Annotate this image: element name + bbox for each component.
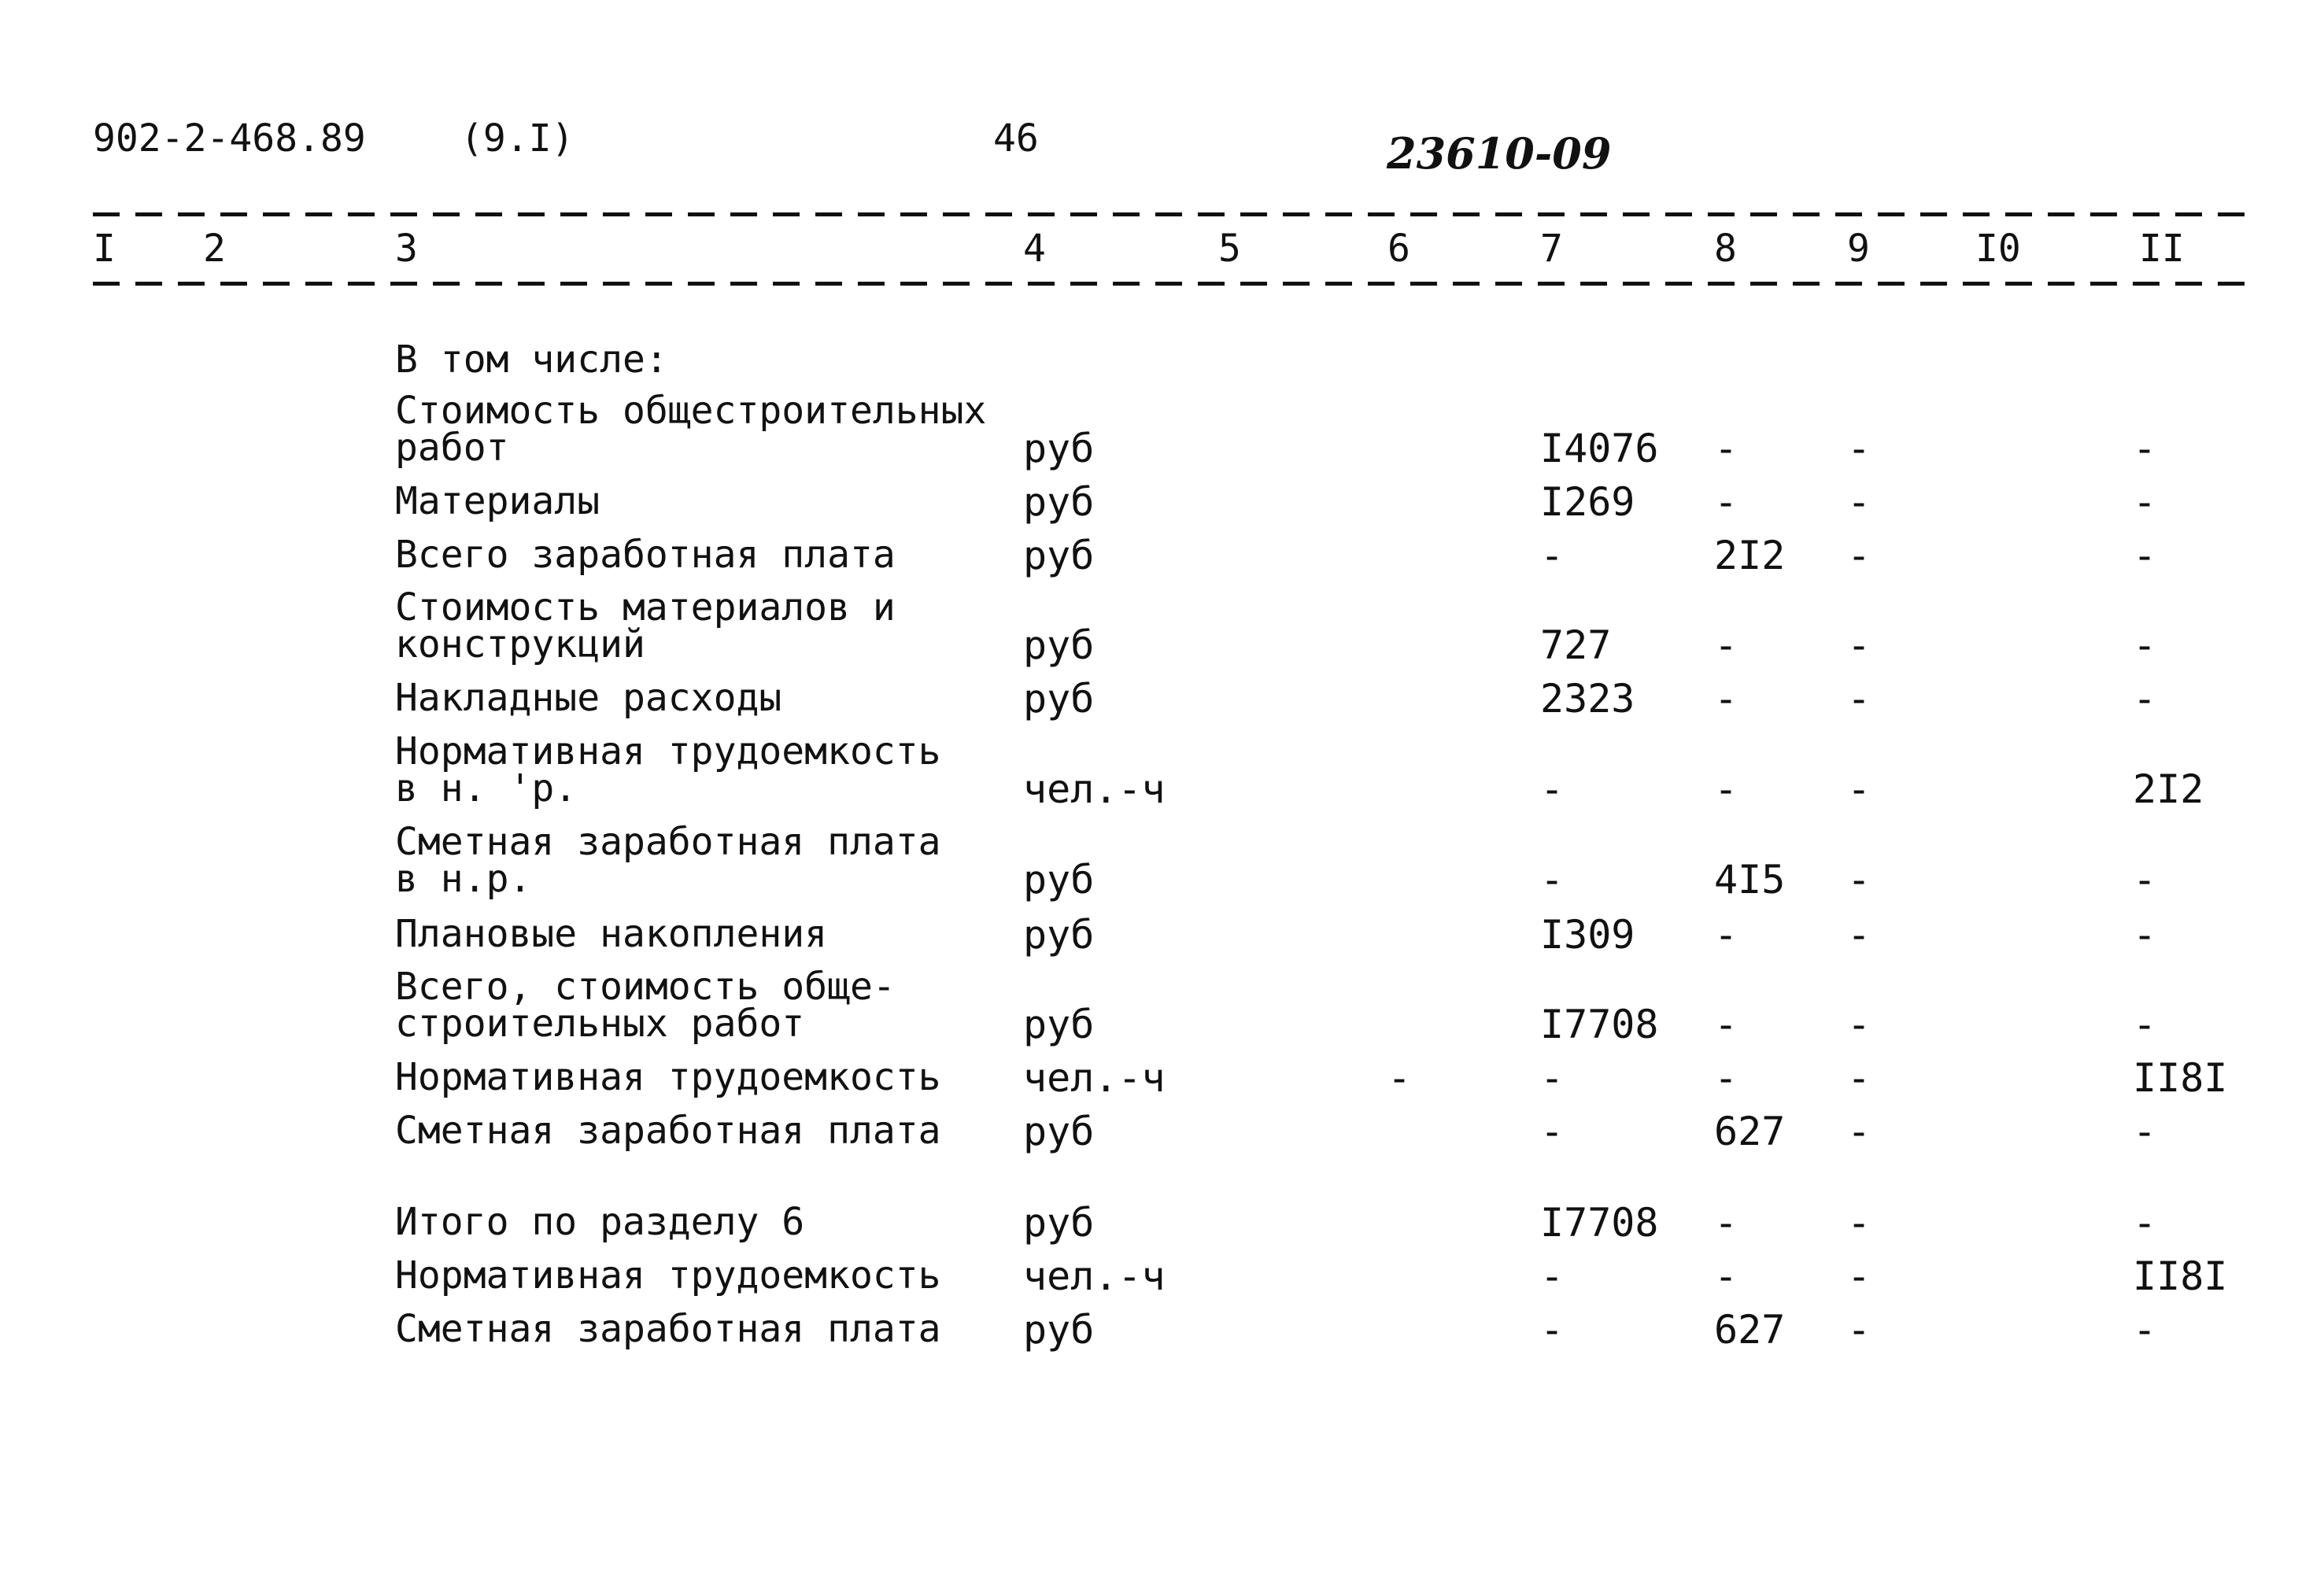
col8-cell: - xyxy=(1714,1200,1738,1246)
row-label: Сметная заработная плата xyxy=(395,1307,941,1351)
col11-cell: - xyxy=(2133,676,2157,722)
row-label: Нормативная трудоемкость xyxy=(395,1253,941,1298)
unit-cell: руб xyxy=(1023,912,1095,958)
col11-cell: - xyxy=(2133,622,2157,668)
unit-cell: руб xyxy=(1023,676,1095,722)
col6-cell: - xyxy=(1387,1055,1412,1101)
row-label: Сметная заработная плата xyxy=(395,1109,941,1153)
col7-cell: - xyxy=(1540,766,1565,812)
row-label: в н.р. xyxy=(395,857,532,901)
column-header-3: 3 xyxy=(395,227,418,271)
unit-cell: руб xyxy=(1023,1200,1095,1246)
column-header-2: 2 xyxy=(203,227,226,271)
col11-cell: - xyxy=(2133,1002,2157,1047)
col9-cell: - xyxy=(1847,1002,1871,1047)
col9-cell: - xyxy=(1847,1307,1871,1353)
row-label: в н. 'р. xyxy=(395,766,578,810)
col8-cell: 627 xyxy=(1714,1307,1786,1353)
row-label: Материалы xyxy=(395,479,600,523)
row-label: работ xyxy=(395,426,509,470)
col7-cell: I269 xyxy=(1540,479,1635,525)
column-header-4: 4 xyxy=(1023,227,1046,271)
col7-cell: - xyxy=(1540,1253,1565,1299)
row-label: Всего, стоимость обще- xyxy=(395,965,896,1009)
column-header-1: I xyxy=(93,227,116,271)
col8-cell: - xyxy=(1714,1055,1738,1101)
col9-cell: - xyxy=(1847,766,1871,812)
col11-cell: 2I2 xyxy=(2133,766,2204,812)
col9-cell: - xyxy=(1847,426,1871,471)
col9-cell: - xyxy=(1847,1109,1871,1154)
col11-cell: - xyxy=(2133,1307,2157,1353)
row-label: Стоимость материалов и xyxy=(395,585,896,629)
col9-cell: - xyxy=(1847,1055,1871,1101)
row-label: Нормативная трудоемкость xyxy=(395,1055,941,1099)
col7-cell: I7708 xyxy=(1540,1200,1659,1246)
unit-cell: руб xyxy=(1023,426,1095,471)
col7-cell: - xyxy=(1540,1307,1565,1353)
header-top-rule xyxy=(93,212,2249,216)
col7-cell: - xyxy=(1540,857,1565,903)
col8-cell: - xyxy=(1714,622,1738,668)
col9-cell: - xyxy=(1847,912,1871,958)
row-label: Плановые накопления xyxy=(395,912,828,956)
unit-cell: чел.-ч xyxy=(1023,1253,1166,1299)
col8-cell: - xyxy=(1714,479,1738,525)
col9-cell: - xyxy=(1847,479,1871,525)
col11-cell: - xyxy=(2133,1200,2157,1246)
header-bottom-rule xyxy=(93,282,2249,286)
col8-cell: - xyxy=(1714,912,1738,958)
unit-cell: руб xyxy=(1023,479,1095,525)
col11-cell: - xyxy=(2133,533,2157,578)
column-header-9: 9 xyxy=(1847,227,1870,271)
row-label: Сметная заработная плата xyxy=(395,820,941,864)
col7-cell: 727 xyxy=(1540,622,1612,668)
unit-cell: руб xyxy=(1023,533,1095,578)
unit-cell: руб xyxy=(1023,857,1095,903)
col9-cell: - xyxy=(1847,622,1871,668)
col7-cell: I4076 xyxy=(1540,426,1659,471)
col8-cell: - xyxy=(1714,1002,1738,1047)
column-header-6: 6 xyxy=(1387,227,1410,271)
col11-cell: - xyxy=(2133,426,2157,471)
unit-cell: руб xyxy=(1023,1307,1095,1353)
col9-cell: - xyxy=(1847,533,1871,578)
page-number: 46 xyxy=(993,116,1039,161)
col9-cell: - xyxy=(1847,1253,1871,1299)
row-label: В том числе: xyxy=(395,338,668,382)
col11-cell: II8I xyxy=(2133,1055,2228,1101)
col8-cell: - xyxy=(1714,426,1738,471)
col11-cell: II8I xyxy=(2133,1253,2228,1299)
row-label: конструкций xyxy=(395,622,645,666)
unit-cell: руб xyxy=(1023,622,1095,668)
col8-cell: 627 xyxy=(1714,1109,1786,1154)
col9-cell: - xyxy=(1847,676,1871,722)
row-label: Накладные расходы xyxy=(395,676,782,720)
document-code: 902-2-468.89 xyxy=(93,116,366,161)
row-label: Всего заработная плата xyxy=(395,533,896,577)
col8-cell: 4I5 xyxy=(1714,857,1786,903)
col11-cell: - xyxy=(2133,857,2157,903)
col8-cell: - xyxy=(1714,1253,1738,1299)
col7-cell: - xyxy=(1540,1109,1565,1154)
col7-cell: - xyxy=(1540,1055,1565,1101)
row-label: строительных работ xyxy=(395,1002,805,1046)
column-header-11: II xyxy=(2139,227,2185,271)
handwritten-stamp-number: 23610-09 xyxy=(1387,128,1612,179)
col8-cell: - xyxy=(1714,676,1738,722)
col11-cell: - xyxy=(2133,1109,2157,1154)
col7-cell: - xyxy=(1540,533,1565,578)
row-label: Нормативная трудоемкость xyxy=(395,729,941,773)
row-label: Итого по разделу 6 xyxy=(395,1200,805,1244)
row-label: Стоимость общестроительных xyxy=(395,389,987,433)
col8-cell: 2I2 xyxy=(1714,533,1786,578)
col7-cell: I7708 xyxy=(1540,1002,1659,1047)
col7-cell: I309 xyxy=(1540,912,1635,958)
section-number: (9.I) xyxy=(460,116,575,161)
col8-cell: - xyxy=(1714,766,1738,812)
unit-cell: руб xyxy=(1023,1002,1095,1047)
col9-cell: - xyxy=(1847,1200,1871,1246)
col11-cell: - xyxy=(2133,912,2157,958)
unit-cell: руб xyxy=(1023,1109,1095,1154)
unit-cell: чел.-ч xyxy=(1023,766,1166,812)
column-header-5: 5 xyxy=(1218,227,1241,271)
col7-cell: 2323 xyxy=(1540,676,1635,722)
col9-cell: - xyxy=(1847,857,1871,903)
column-header-8: 8 xyxy=(1714,227,1737,271)
column-header-7: 7 xyxy=(1540,227,1563,271)
column-header-10: I0 xyxy=(1975,227,2021,271)
unit-cell: чел.-ч xyxy=(1023,1055,1166,1101)
col11-cell: - xyxy=(2133,479,2157,525)
